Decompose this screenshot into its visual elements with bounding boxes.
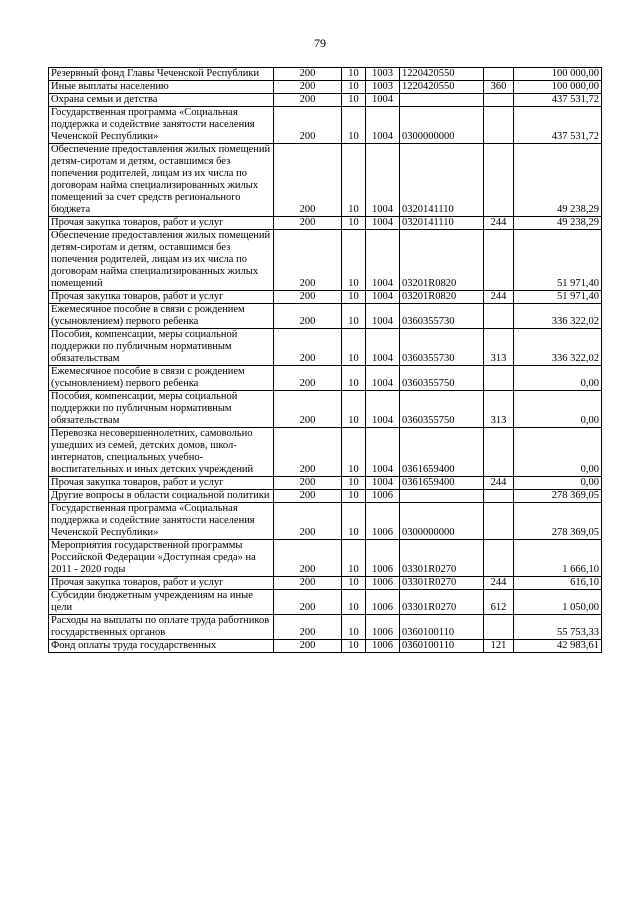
row-code-section: 10	[342, 291, 366, 304]
row-code-target: 03301R0270	[400, 590, 484, 615]
row-amount: 437 531,72	[514, 94, 602, 107]
row-code-subsection: 1006	[366, 590, 400, 615]
row-amount: 437 531,72	[514, 107, 602, 144]
row-name: Расходы на выплаты по оплате труда работников государственных органов	[49, 615, 274, 640]
row-code-subsection: 1004	[366, 304, 400, 329]
row-code-admin: 200	[274, 107, 342, 144]
row-code-section: 10	[342, 329, 366, 366]
row-code-expense-type: 313	[484, 329, 514, 366]
table-row	[49, 230, 602, 291]
row-code-section: 10	[342, 366, 366, 391]
row-code-admin: 200	[274, 490, 342, 503]
row-code-admin: 200	[274, 590, 342, 615]
row-code-target: 0360355750	[400, 366, 484, 391]
row-code-expense-type	[484, 107, 514, 144]
table-row	[49, 391, 602, 428]
row-code-target: 0300000000	[400, 503, 484, 540]
table-row	[49, 477, 602, 490]
row-name: Мероприятия государственной программы Российской Федерации «Доступная среда» на 2011 - 2020 годы	[49, 540, 274, 577]
row-name: Иные выплаты населению	[49, 81, 274, 94]
row-code-admin: 200	[274, 503, 342, 540]
row-name: Другие вопросы в области социальной политики	[49, 490, 274, 503]
table-row	[49, 490, 602, 503]
row-code-subsection: 1006	[366, 615, 400, 640]
row-code-section: 10	[342, 503, 366, 540]
row-code-expense-type: 244	[484, 291, 514, 304]
row-code-expense-type	[484, 304, 514, 329]
row-code-subsection: 1004	[366, 217, 400, 230]
row-code-admin: 200	[274, 577, 342, 590]
row-code-target: 0320141110	[400, 217, 484, 230]
row-code-expense-type: 612	[484, 590, 514, 615]
row-name: Прочая закупка товаров, работ и услуг	[49, 577, 274, 590]
row-amount: 336 322,02	[514, 329, 602, 366]
row-code-target: 0361659400	[400, 428, 484, 477]
row-code-section: 10	[342, 477, 366, 490]
table-row	[49, 217, 602, 230]
row-code-section: 10	[342, 81, 366, 94]
table-row	[49, 81, 602, 94]
row-code-subsection: 1004	[366, 391, 400, 428]
table-row	[49, 291, 602, 304]
table-row	[49, 68, 602, 81]
row-code-section: 10	[342, 640, 366, 653]
row-code-admin: 200	[274, 540, 342, 577]
row-code-subsection: 1006	[366, 503, 400, 540]
row-name: Прочая закупка товаров, работ и услуг	[49, 217, 274, 230]
row-code-section: 10	[342, 107, 366, 144]
row-code-subsection: 1006	[366, 577, 400, 590]
row-code-admin: 200	[274, 304, 342, 329]
table-row	[49, 94, 602, 107]
page-number: 79	[314, 36, 326, 50]
row-code-expense-type	[484, 540, 514, 577]
row-amount: 0,00	[514, 391, 602, 428]
row-code-subsection: 1003	[366, 68, 400, 81]
row-name: Обеспечение предоставления жилых помещений детям-сиротам и детям, оставшимся без попечения родителей, лицам из их числа по договорам найма специализированных жилых помещений	[49, 230, 274, 291]
row-name: Обеспечение предоставления жилых помещений детям-сиротам и детям, оставшимся без попечения родителей, лицам из их числа по договорам найма специализированных жилых помещений за счет средств регионального бюджета	[49, 144, 274, 217]
row-code-section: 10	[342, 615, 366, 640]
row-code-admin: 200	[274, 391, 342, 428]
row-code-target: 0300000000	[400, 107, 484, 144]
row-code-subsection: 1006	[366, 640, 400, 653]
row-code-target: 0360355750	[400, 391, 484, 428]
row-code-subsection: 1006	[366, 490, 400, 503]
row-amount: 1 050,00	[514, 590, 602, 615]
row-code-target: 0360355730	[400, 304, 484, 329]
table-row	[49, 640, 602, 653]
row-code-admin: 200	[274, 291, 342, 304]
row-code-target: 0360100110	[400, 640, 484, 653]
table-body	[49, 68, 602, 653]
row-code-expense-type	[484, 68, 514, 81]
row-code-admin: 200	[274, 428, 342, 477]
row-code-expense-type: 360	[484, 81, 514, 94]
row-code-expense-type: 244	[484, 577, 514, 590]
table-row	[49, 503, 602, 540]
row-code-subsection: 1004	[366, 477, 400, 490]
row-amount: 0,00	[514, 428, 602, 477]
row-code-section: 10	[342, 68, 366, 81]
table-row	[49, 590, 602, 615]
row-code-target: 0320141110	[400, 144, 484, 217]
table-row	[49, 144, 602, 217]
row-amount: 55 753,33	[514, 615, 602, 640]
row-code-target: 0361659400	[400, 477, 484, 490]
row-code-admin: 200	[274, 81, 342, 94]
table-row	[49, 428, 602, 477]
row-amount: 336 322,02	[514, 304, 602, 329]
row-code-expense-type	[484, 366, 514, 391]
row-code-expense-type	[484, 490, 514, 503]
row-code-admin: 200	[274, 329, 342, 366]
row-code-admin: 200	[274, 615, 342, 640]
row-code-expense-type: 121	[484, 640, 514, 653]
row-code-admin: 200	[274, 366, 342, 391]
row-code-expense-type	[484, 94, 514, 107]
row-name: Охрана семьи и детства	[49, 94, 274, 107]
row-amount: 278 369,05	[514, 503, 602, 540]
row-code-section: 10	[342, 304, 366, 329]
row-code-admin: 200	[274, 144, 342, 217]
row-amount: 51 971,40	[514, 291, 602, 304]
row-code-section: 10	[342, 144, 366, 217]
row-code-subsection: 1003	[366, 81, 400, 94]
row-code-section: 10	[342, 94, 366, 107]
row-code-subsection: 1004	[366, 230, 400, 291]
table-row	[49, 577, 602, 590]
row-code-section: 10	[342, 540, 366, 577]
row-code-subsection: 1004	[366, 291, 400, 304]
row-code-admin: 200	[274, 217, 342, 230]
row-code-expense-type	[484, 230, 514, 291]
row-amount: 616,10	[514, 577, 602, 590]
row-code-admin: 200	[274, 477, 342, 490]
row-code-target	[400, 94, 484, 107]
row-code-section: 10	[342, 490, 366, 503]
row-code-target	[400, 490, 484, 503]
table-row	[49, 304, 602, 329]
row-code-target: 1220420550	[400, 68, 484, 81]
row-amount: 0,00	[514, 477, 602, 490]
table-row	[49, 107, 602, 144]
row-code-section: 10	[342, 230, 366, 291]
row-name: Ежемесячное пособие в связи с рождением (усыновлением) первого ребенка	[49, 366, 274, 391]
row-code-expense-type	[484, 503, 514, 540]
row-name: Пособия, компенсации, меры социальной поддержки по публичным нормативным обязательствам	[49, 329, 274, 366]
row-name: Резервный фонд Главы Чеченской Республики	[49, 68, 274, 81]
row-code-admin: 200	[274, 68, 342, 81]
row-amount: 1 666,10	[514, 540, 602, 577]
row-code-target: 0360355730	[400, 329, 484, 366]
row-code-subsection: 1004	[366, 329, 400, 366]
row-amount: 100 000,00	[514, 68, 602, 81]
row-name: Государственная программа «Социальная поддержка и содействие занятости населения Чеченской Республики»	[49, 503, 274, 540]
row-code-subsection: 1004	[366, 107, 400, 144]
row-code-expense-type: 313	[484, 391, 514, 428]
budget-table	[48, 67, 602, 653]
table-row	[49, 329, 602, 366]
row-code-admin: 200	[274, 94, 342, 107]
row-code-expense-type	[484, 615, 514, 640]
row-name: Прочая закупка товаров, работ и услуг	[49, 291, 274, 304]
row-amount: 49 238,29	[514, 217, 602, 230]
row-amount: 0,00	[514, 366, 602, 391]
row-name: Фонд оплаты труда государственных	[49, 640, 274, 653]
row-amount: 278 369,05	[514, 490, 602, 503]
row-name: Прочая закупка товаров, работ и услуг	[49, 477, 274, 490]
row-code-section: 10	[342, 577, 366, 590]
row-code-subsection: 1006	[366, 540, 400, 577]
row-code-target: 0360100110	[400, 615, 484, 640]
row-code-section: 10	[342, 428, 366, 477]
row-code-admin: 200	[274, 230, 342, 291]
row-amount: 100 000,00	[514, 81, 602, 94]
row-amount: 51 971,40	[514, 230, 602, 291]
row-code-subsection: 1004	[366, 366, 400, 391]
row-code-subsection: 1004	[366, 94, 400, 107]
row-code-expense-type	[484, 144, 514, 217]
row-name: Государственная программа «Социальная поддержка и содействие занятости населения Чеченской Республики»	[49, 107, 274, 144]
row-name: Ежемесячное пособие в связи с рождением (усыновлением) первого ребенка	[49, 304, 274, 329]
row-code-section: 10	[342, 391, 366, 428]
row-code-target: 1220420550	[400, 81, 484, 94]
table-row	[49, 366, 602, 391]
row-code-expense-type: 244	[484, 477, 514, 490]
table-row	[49, 540, 602, 577]
row-code-expense-type	[484, 428, 514, 477]
row-code-target: 03201R0820	[400, 230, 484, 291]
row-code-target: 03301R0270	[400, 540, 484, 577]
row-name: Перевозка несовершеннолетних, самовольно ушедших из семей, детских домов, школ-интернатов, специальных учебно-воспитательных и иных детских учреждений	[49, 428, 274, 477]
row-name: Пособия, компенсации, меры социальной поддержки по публичным нормативным обязательствам	[49, 391, 274, 428]
row-code-subsection: 1004	[366, 428, 400, 477]
row-code-target: 03201R0820	[400, 291, 484, 304]
row-code-admin: 200	[274, 640, 342, 653]
table-row	[49, 615, 602, 640]
row-code-section: 10	[342, 217, 366, 230]
row-code-target: 03301R0270	[400, 577, 484, 590]
row-name: Субсидии бюджетным учреждениям на иные цели	[49, 590, 274, 615]
row-amount: 42 983,61	[514, 640, 602, 653]
row-amount: 49 238,29	[514, 144, 602, 217]
row-code-expense-type: 244	[484, 217, 514, 230]
row-code-section: 10	[342, 590, 366, 615]
row-code-subsection: 1004	[366, 144, 400, 217]
